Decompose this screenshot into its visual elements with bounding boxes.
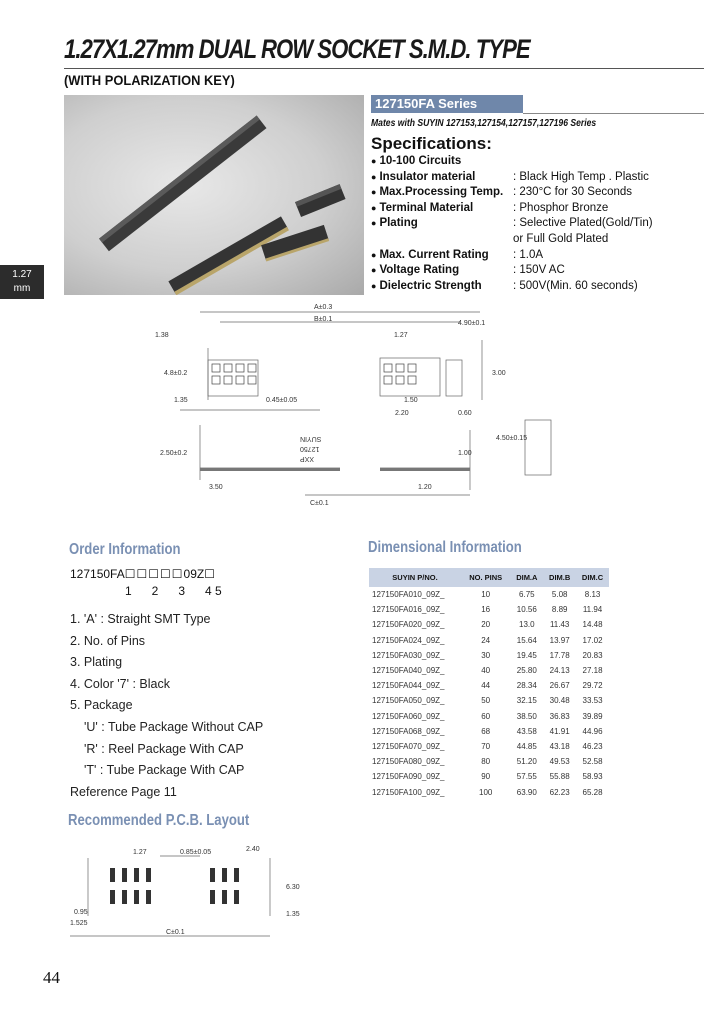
dim-350: 3.50 [209, 484, 223, 491]
table-cell: 100 [479, 787, 493, 797]
section-tab-line2: mm [13, 283, 31, 294]
order-info-heading: Order Information [69, 541, 181, 558]
table-cell: 127150FA010_09Z_ [372, 590, 445, 600]
table-row [369, 769, 609, 784]
section-tab-line1: 1.27 [12, 269, 32, 280]
dimensional-table [369, 568, 609, 800]
table-cell: 24.13 [549, 666, 570, 676]
order-item: 4. Color '7' : Black [70, 676, 170, 691]
pcb-layout-heading: Recommended P.C.B. Layout [68, 812, 250, 829]
spec-key: ● Max. Current Rating [371, 249, 489, 261]
table-cell: 57.55 [516, 772, 537, 782]
spec-row [371, 264, 711, 280]
spec-row [371, 217, 711, 233]
dim-120: 1.20 [418, 484, 432, 491]
spec-row [371, 202, 711, 218]
table-cell: 58.93 [582, 772, 603, 782]
column-header: NO. PINS [461, 568, 510, 587]
table-cell: 127150FA060_09Z_ [372, 711, 445, 721]
table-cell: 90 [481, 772, 491, 782]
table-cell: 17.02 [582, 635, 603, 645]
table-cell: 127150FA044_09Z_ [372, 681, 445, 691]
table-cell: 127150FA024_09Z_ [372, 635, 445, 645]
spec-row [371, 186, 711, 202]
spec-row [371, 171, 711, 187]
table-cell: 8.89 [551, 605, 568, 615]
table-cell: 30.48 [549, 696, 570, 706]
product-photo [64, 95, 364, 295]
dimensional-info-heading: Dimensional Information [368, 539, 522, 556]
table-row [369, 587, 609, 602]
table-cell: 44.85 [516, 741, 537, 751]
dim-300: 3.00 [492, 370, 506, 377]
table-cell: 127150FA016_09Z_ [372, 605, 445, 615]
table-cell: 38.50 [516, 711, 537, 721]
dim-135: 1.35 [174, 397, 188, 404]
dim-150: 1.50 [404, 397, 418, 404]
order-item: 1. 'A' : Straight SMT Type [70, 612, 211, 626]
table-cell: 36.83 [549, 711, 570, 721]
table-cell: 11.43 [549, 620, 570, 630]
table-cell: 62.23 [549, 787, 570, 797]
spec-key: ● Plating [371, 217, 418, 229]
pcb-dim-630: 6.30 [286, 884, 300, 891]
table-cell: 70 [481, 741, 491, 751]
table-cell: 13.0 [519, 620, 535, 630]
order-item: 5. Package [70, 698, 133, 713]
section-tab[interactable] [0, 265, 44, 299]
dim-490: 4.90±0.1 [458, 320, 486, 327]
table-cell: 127150FA040_09Z_ [372, 666, 445, 676]
marking-xxp: XXP [300, 455, 315, 462]
spec-value: : Black High Temp . Plastic [513, 170, 649, 183]
table-row [369, 617, 609, 632]
column-header: DIM.A [510, 568, 543, 587]
marking-part: 12750 [300, 445, 320, 452]
pcb-dim-095: 0.95 [74, 909, 88, 916]
table-cell: 60 [481, 711, 491, 721]
spec-row [371, 280, 711, 296]
table-cell: 55.88 [549, 772, 570, 782]
table-cell: 51.20 [516, 757, 537, 767]
pcb-dim-135: 1.35 [286, 911, 300, 918]
dim-c: C±0.1 [310, 500, 329, 507]
table-cell: 127150FA020_09Z_ [372, 620, 445, 630]
order-sub-item: 'R' : Reel Package With CAP [84, 741, 244, 756]
table-cell: 41.91 [549, 726, 570, 736]
table-cell: 40 [481, 666, 491, 676]
column-header: DIM.C [576, 568, 609, 587]
table-row [369, 633, 609, 648]
table-cell: 44.96 [582, 726, 603, 736]
column-header: SUYIN P/NO. [369, 568, 461, 587]
pcb-dim-1525: 1.525 [70, 920, 88, 927]
table-cell: 28.34 [516, 681, 537, 691]
table-cell: 80 [481, 757, 491, 767]
table-cell: 15.64 [516, 635, 537, 645]
table-cell: 46.23 [582, 741, 603, 751]
table-cell: 10.56 [516, 605, 537, 615]
table-cell: 33.53 [582, 696, 603, 706]
table-row [369, 648, 609, 663]
marking-suyin: SUYIN [300, 435, 322, 442]
table-cell: 52.58 [582, 757, 603, 767]
dim-b: B±0.1 [314, 316, 333, 323]
technical-drawing [140, 300, 560, 515]
table-row [369, 678, 609, 693]
dim-100: 1.00 [458, 450, 472, 457]
dim-138: 1.38 [155, 332, 169, 339]
mates-with-note: Mates with SUYIN 127153,127154,127157,127196 Series [371, 118, 597, 129]
table-cell: 127150FA070_09Z_ [372, 741, 445, 751]
table-cell: 19.45 [516, 650, 537, 660]
table-row [369, 739, 609, 754]
table-cell: 8.13 [584, 590, 601, 600]
table-cell: 50 [481, 696, 491, 706]
spec-key: ● 10-100 Circuits [371, 155, 461, 167]
table-cell: 49.53 [549, 757, 570, 767]
table-cell: 16 [481, 605, 491, 615]
pcb-layout-drawing [60, 838, 320, 948]
table-cell: 13.97 [549, 635, 570, 645]
table-cell: 27.18 [582, 666, 603, 676]
table-cell: 29.72 [582, 681, 603, 691]
series-divider [523, 113, 704, 114]
table-cell: 43.58 [516, 726, 537, 736]
table-row [369, 663, 609, 678]
table-row [369, 602, 609, 617]
table-cell: 127150FA080_09Z_ [372, 757, 445, 767]
order-sub-item: 'T' : Tube Package With CAP [84, 763, 245, 778]
order-code-prefix: 127150FA [70, 567, 125, 581]
table-cell: 26.67 [549, 681, 570, 691]
table-row [369, 784, 609, 799]
table-row [369, 754, 609, 769]
table-cell: 30 [481, 650, 491, 660]
table-header-row [369, 568, 609, 587]
order-code-index: 1 2 3 4 5 [125, 584, 222, 598]
dim-48: 4.8±0.2 [164, 370, 188, 377]
table-cell: 11.94 [582, 605, 603, 615]
table-cell: 25.80 [516, 666, 537, 676]
spec-row [371, 249, 711, 265]
dim-a: A±0.3 [314, 304, 333, 311]
table-cell: 44 [481, 681, 491, 691]
table-cell: 127150FA100_09Z_ [372, 787, 445, 797]
series-label: 127150FA Series [371, 95, 523, 113]
order-options-list [70, 612, 263, 806]
spec-key: ● Dielectric Strength [371, 280, 482, 292]
table-cell: 127150FA030_09Z_ [372, 650, 445, 660]
table-cell: 17.78 [549, 650, 570, 660]
spec-value: or Full Gold Plated [513, 232, 609, 245]
spec-row [371, 155, 711, 171]
specifications-list [371, 155, 711, 295]
spec-key: ● Insulator material [371, 171, 475, 183]
dim-045: 0.45±0.05 [266, 397, 298, 404]
page-number: 44 [43, 968, 60, 987]
table-cell: 127150FA090_09Z_ [372, 772, 445, 782]
spec-key: ● Terminal Material [371, 202, 473, 214]
connector-illustration [64, 95, 364, 295]
dim-127: 1.27 [394, 332, 408, 339]
table-cell: 43.18 [549, 741, 570, 751]
pcb-dim-085: 0.85±0.05 [180, 849, 212, 856]
order-item: 2. No. of Pins [70, 633, 146, 648]
order-code: 127150FA☐☐☐☐☐09Z☐ [70, 567, 215, 581]
dim-220: 2.20 [395, 410, 409, 417]
order-sub-item: 'U' : Tube Package Without CAP [84, 719, 264, 734]
table-cell: 127150FA050_09Z_ [372, 696, 445, 706]
drawing-lines [140, 300, 560, 515]
table-row [369, 693, 609, 708]
table-row [369, 724, 609, 739]
table-cell: 6.75 [519, 590, 535, 600]
pcb-dim-c: C±0.1 [166, 929, 185, 936]
spec-key: ● Max.Processing Temp. [371, 186, 503, 198]
specifications-heading: Specifications: [371, 134, 492, 153]
table-cell: 39.89 [582, 711, 603, 721]
page-title: 1.27X1.27mm DUAL ROW SOCKET S.M.D. TYPE [64, 34, 530, 64]
dim-450: 4.50±0.15 [496, 435, 528, 442]
spec-key: ● Voltage Rating [371, 264, 459, 276]
title-divider [64, 68, 704, 69]
spec-value: : Phosphor Bronze [513, 201, 609, 214]
table-cell: 20.83 [582, 650, 603, 660]
table-cell: 65.28 [582, 787, 603, 797]
order-item: 3. Plating [70, 655, 123, 670]
dim-250: 2.50±0.2 [160, 450, 188, 457]
spec-value: : Selective Plated(Gold/Tin) [513, 217, 653, 230]
table-cell: 14.48 [582, 620, 603, 630]
column-header: DIM.B [543, 568, 576, 587]
table-cell: 68 [481, 726, 491, 736]
dim-060: 0.60 [458, 410, 472, 417]
spec-value: : 500V(Min. 60 seconds) [513, 279, 638, 292]
table-row [369, 709, 609, 724]
order-code-suffix: 09Z [183, 567, 205, 581]
pcb-dim-240: 2.40 [246, 846, 260, 853]
reference-page-link[interactable]: Reference Page 11 [70, 784, 177, 799]
spec-value: : 230°C for 30 Seconds [513, 186, 633, 199]
spec-row-continuation [371, 233, 711, 249]
table-cell: 63.90 [516, 787, 537, 797]
table-cell: 24 [481, 635, 491, 645]
table-cell: 20 [481, 620, 491, 630]
table-cell: 127150FA068_09Z_ [372, 726, 445, 736]
spec-value: : 150V AC [513, 264, 565, 277]
table-cell: 10 [481, 590, 491, 600]
spec-value: : 1.0A [513, 248, 544, 261]
pcb-dim-127: 1.27 [133, 849, 147, 856]
table-cell: 5.08 [551, 590, 568, 600]
page-subtitle: (WITH POLARIZATION KEY) [64, 72, 235, 88]
table-cell: 32.15 [516, 696, 537, 706]
